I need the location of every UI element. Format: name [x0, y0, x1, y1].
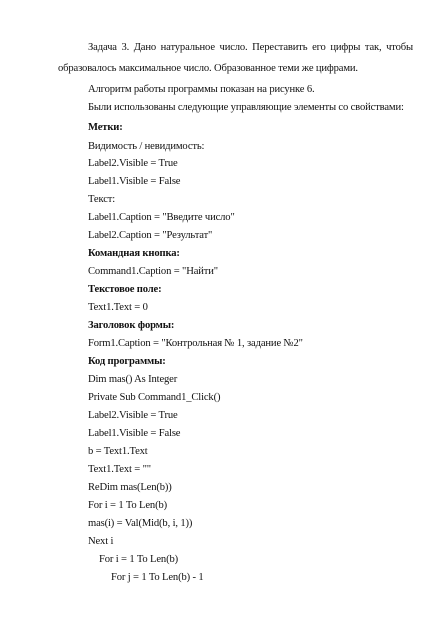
command1-caption-line: Command1.Caption = "Найти": [88, 266, 218, 277]
task-statement-line-2: образовалось максимальное число. Образованное теми же цифрами.: [58, 63, 358, 74]
label2-caption-line: Label2.Caption = "Результат": [88, 230, 213, 241]
code-line: Private Sub Command1_Click(): [88, 392, 221, 403]
task-statement-line-1: Задача 3. Дано натуральное число. Переставить его цифры так, чтобы: [88, 42, 413, 53]
button-heading: Командная кнопка:: [88, 248, 180, 259]
label1-caption-line: Label1.Caption = "Введите число": [88, 212, 235, 223]
code-line: Dim mas() As Integer: [88, 374, 178, 385]
textbox-heading: Текстовое поле:: [88, 284, 162, 295]
labels-heading: Метки:: [88, 122, 123, 133]
controls-intro: Были использованы следующие управляющие элементы со свойствами:: [88, 102, 404, 113]
code-line: For i = 1 To Len(b): [88, 500, 167, 511]
code-line: Label1.Visible = False: [88, 428, 181, 439]
code-heading: Код программы:: [88, 356, 166, 367]
label1-visible-line: Label1.Visible = False: [88, 176, 181, 187]
text-label: Текст:: [88, 194, 116, 205]
code-line: Label2.Visible = True: [88, 410, 178, 421]
code-line: b = Text1.Text: [88, 446, 148, 457]
form-heading: Заголовок формы:: [88, 320, 175, 331]
code-line-indented: For j = 1 To Len(b) - 1: [111, 572, 204, 583]
visibility-label: Видимость / невидимость:: [88, 141, 205, 152]
code-line: Next i: [88, 536, 114, 547]
algorithm-reference: Алгоритм работы программы показан на рисунке 6.: [88, 84, 315, 95]
code-line-indented: For i = 1 To Len(b): [99, 554, 178, 565]
text1-text-line: Text1.Text = 0: [88, 302, 148, 313]
code-line: Text1.Text = "": [88, 464, 151, 475]
code-line: mas(i) = Val(Mid(b, i, 1)): [88, 518, 193, 529]
form1-caption-line: Form1.Caption = "Контрольная № 1, задание №2": [88, 338, 303, 349]
label2-visible-line: Label2.Visible = True: [88, 158, 178, 169]
code-line: ReDim mas(Len(b)): [88, 482, 172, 493]
